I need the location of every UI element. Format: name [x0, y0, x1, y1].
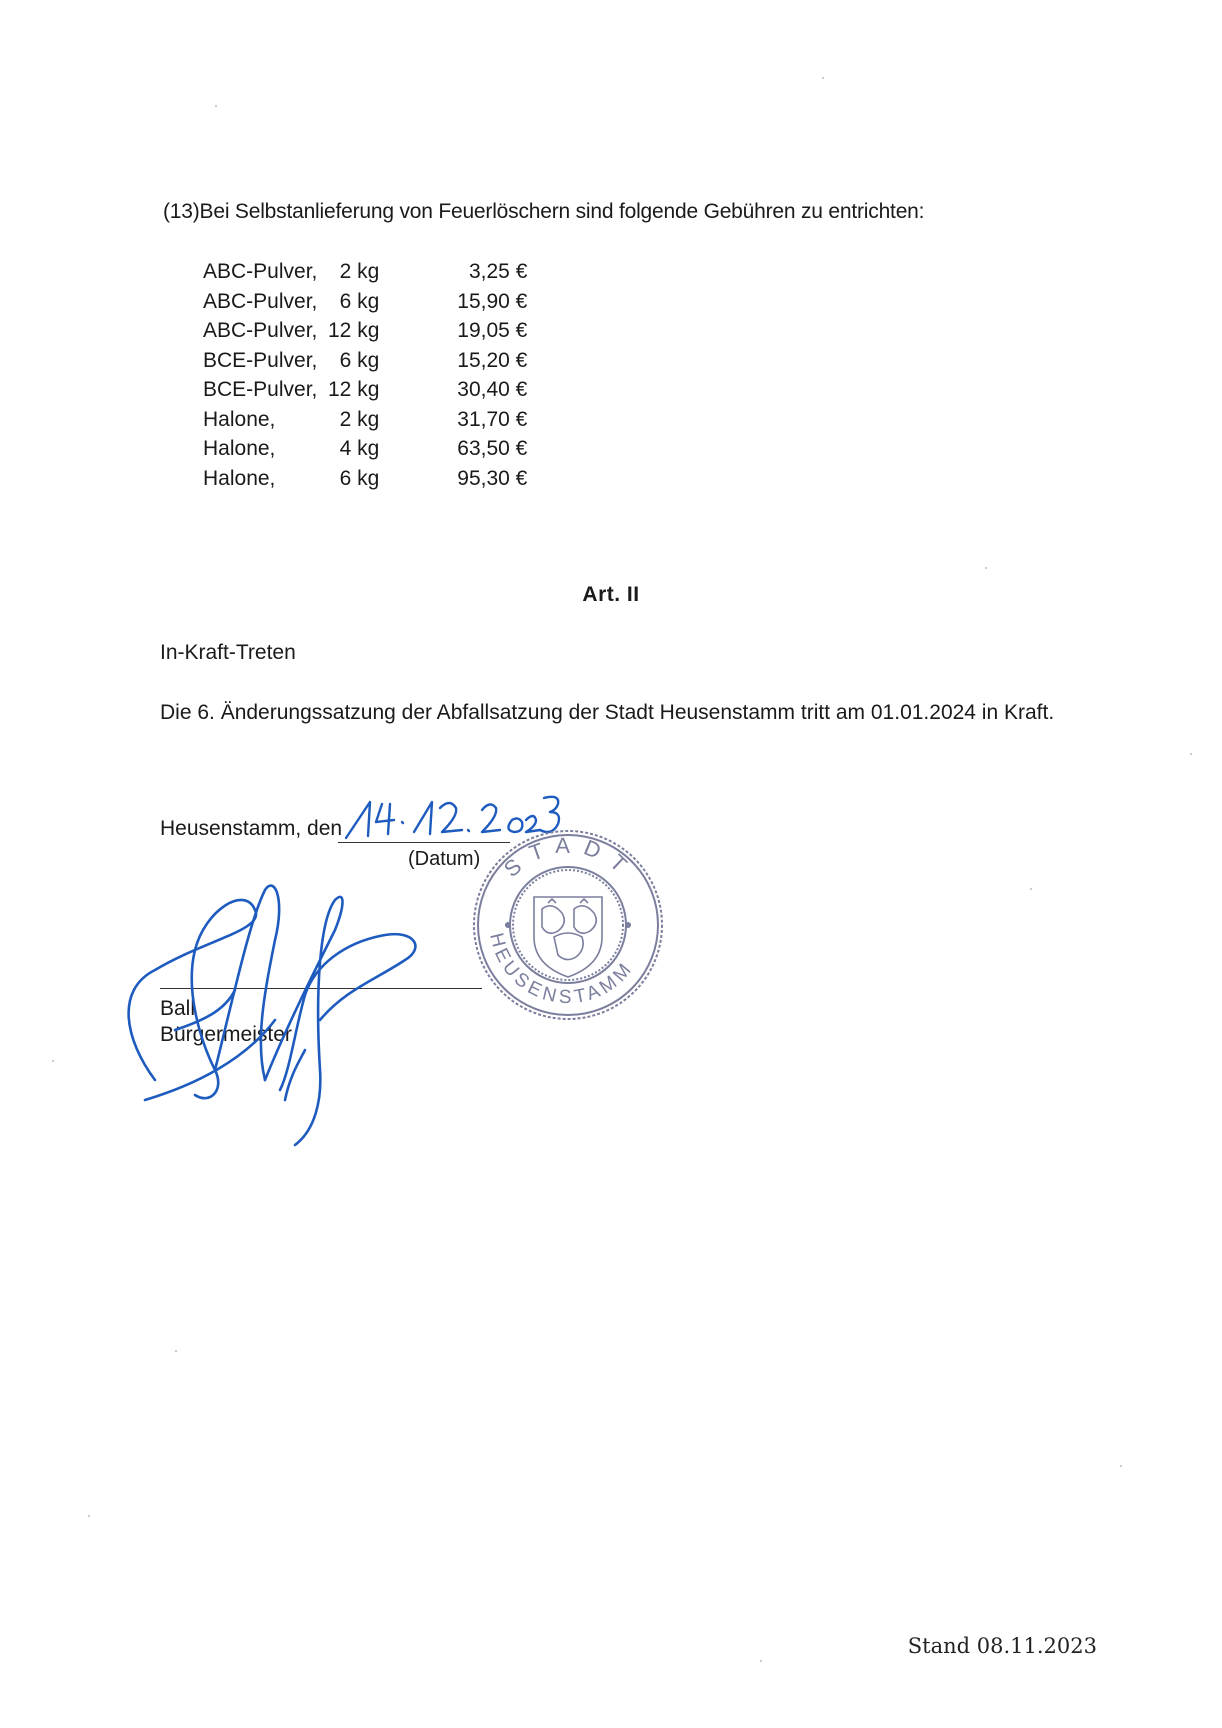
signer-name: Ball — [160, 997, 196, 1020]
fee-weight: 6 kg — [339, 466, 380, 490]
fee-intro-paragraph: (13)Bei Selbstanlieferung von Feuerlöschern sind folgende Gebühren zu entrichten: — [163, 200, 925, 223]
scan-speck — [1190, 753, 1192, 755]
city-seal-stamp — [468, 825, 668, 1025]
fee-name: ABC-Pulver, — [203, 319, 318, 342]
fee-price: 30,40 € — [457, 378, 528, 401]
scan-speck — [88, 1515, 90, 1517]
fee-price: 63,50 € — [457, 437, 528, 460]
scan-speck — [760, 1660, 762, 1662]
fee-weight: 12 kg — [328, 319, 380, 342]
fee-row — [203, 316, 527, 346]
fee-row — [203, 464, 527, 494]
fee-price: 15,90 € — [457, 289, 528, 313]
fee-weight: 2 kg — [339, 407, 380, 431]
section-title: In-Kraft-Treten — [160, 641, 296, 664]
fee-name: ABC-Pulver, — [203, 260, 318, 283]
fee-weight: 2 kg — [339, 260, 380, 283]
place-date-prefix: Heusenstamm, den — [160, 817, 343, 840]
fee-row — [203, 434, 527, 464]
fee-name: Halone, — [203, 407, 276, 431]
svg-text:STADT: STADT — [498, 832, 641, 886]
scan-speck — [52, 1060, 54, 1062]
scan-speck — [175, 1350, 177, 1352]
fee-name: BCE-Pulver, — [203, 378, 318, 401]
scan-speck — [985, 567, 987, 569]
svg-text:HEUSENSTAMM: HEUSENSTAMM — [485, 931, 639, 1009]
fee-weight: 12 kg — [328, 378, 380, 401]
scan-speck — [1120, 1465, 1122, 1467]
fee-price: 95,30 € — [457, 466, 528, 490]
footer-version-date: Stand 08.11.2023 — [907, 1634, 1097, 1658]
fee-price: 15,20 € — [457, 348, 528, 372]
fee-table — [203, 257, 527, 493]
handwritten-signature — [115, 870, 445, 1150]
date-label: (Datum) — [408, 848, 481, 870]
fee-row — [203, 375, 527, 405]
fee-price: 19,05 € — [457, 319, 528, 342]
fee-weight: 6 kg — [339, 289, 380, 313]
fee-price: 31,70 € — [457, 407, 528, 431]
effective-date-statement: Die 6. Änderungssatzung der Abfallsatzung der Stadt Heusenstamm tritt am 01.01.2024 in Kraft. — [160, 701, 1055, 724]
fee-price: 3,25 € — [468, 260, 528, 283]
fee-row — [203, 287, 527, 317]
scan-speck — [215, 105, 217, 107]
fee-name: BCE-Pulver, — [203, 348, 318, 372]
fee-row — [203, 346, 527, 376]
fee-name: Halone, — [203, 466, 276, 490]
signer-title: Bürgermeister — [160, 1023, 292, 1046]
scan-speck — [1030, 888, 1032, 890]
fee-row — [203, 257, 527, 287]
fee-weight: 6 kg — [339, 348, 380, 372]
fee-name: ABC-Pulver, — [203, 289, 318, 313]
article-heading: Art. II — [582, 583, 640, 606]
fee-name: Halone, — [203, 437, 276, 460]
fee-weight: 4 kg — [339, 437, 380, 460]
fee-row — [203, 405, 527, 435]
scan-speck — [822, 77, 824, 79]
